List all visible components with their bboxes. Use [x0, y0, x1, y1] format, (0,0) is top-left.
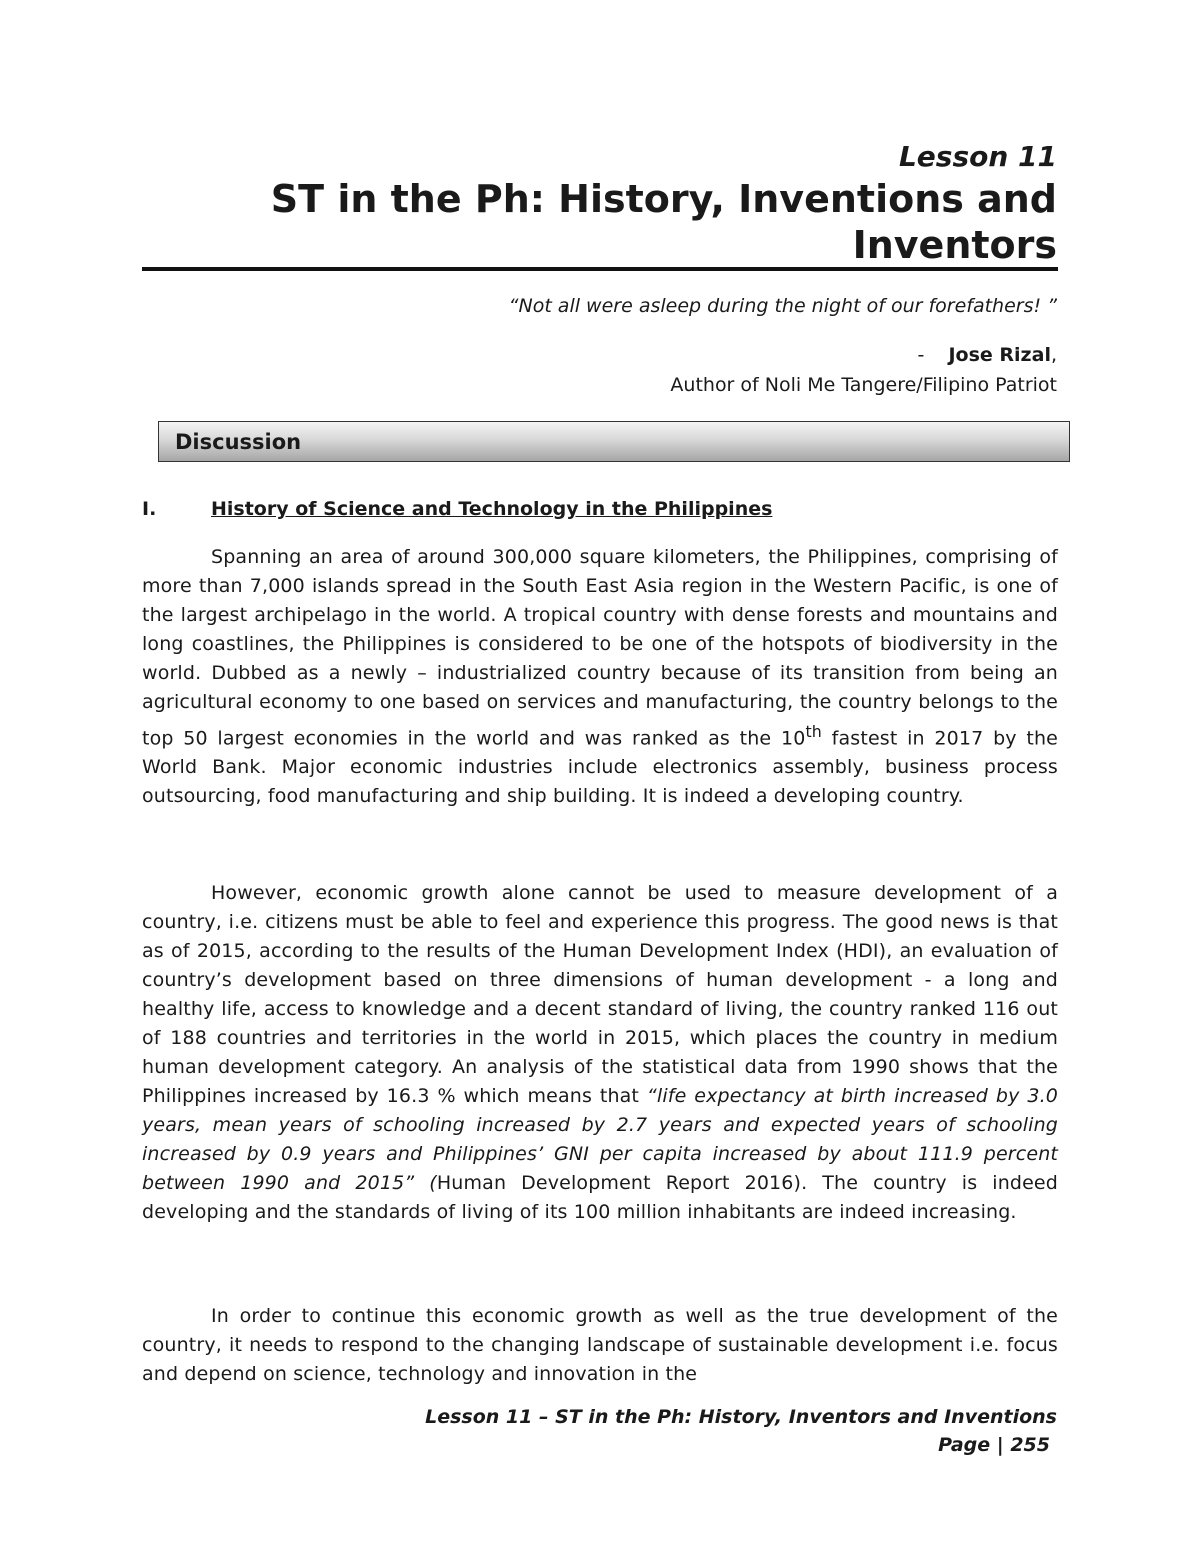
discussion-banner-label: Discussion [175, 430, 302, 454]
paragraph-1-text-a: Spanning an area of around 300,000 square kilometers, the Philippines, comprising of more than 7,000 islands spread in the South East Asia region in the Western Pacific, is one of the largest archipelago in the world. A tropical country with dense forests and mountains and long coastlines, the Philippines is considered to be one of the hotspots of biodiversity in the world. Dubbed as a newly – industrialized country because of its transition from being an agricultural economy to one based on services and manufacturing, the country belongs to the top 50 largest economies in the world and was ranked as the 10 [142, 546, 1058, 750]
attribution-comma: , [1050, 344, 1057, 366]
epigraph-attribution [670, 344, 1057, 396]
section-title: History of Science and Technology in the Philippines [211, 498, 773, 520]
paragraph-1 [142, 543, 1058, 811]
paragraph-3 [142, 1302, 1058, 1389]
paragraph-3-text: In order to continue this economic growth as well as the true development of the country, it needs to respond to the changing landscape of sustainable development i.e. focus and depend on science, technology and innovation in the [142, 1305, 1058, 1385]
section-number: I. [142, 498, 157, 520]
epigraph-quote: “Not all were asleep during the night of our forefathers! ” [508, 295, 1057, 317]
paragraph-2 [142, 879, 1058, 1227]
paragraph-2-quotation: “life expectancy at birth increased by 3.0 years, mean years of schooling increased by 2.7 years and expected years of schooling increased by 0.9 years and Philippines’ GNI per capita increased by about 111.9 percent between 1990 and 2015” ( [142, 1085, 1058, 1194]
lesson-label: Lesson 11 [898, 140, 1057, 173]
paragraph-2-text-a: However, economic growth alone cannot be used to measure development of a country, i.e. citizens must be able to feel and experience this progress. The good news is that as of 2015, according to the results of the Human Development Index (HDI), an evaluation of country’s development based on three dimensions of human development - a long and healthy life, access to knowledge and a decent standard of living, the country ranked 116 out of 188 countries and territories in the world in 2015, which places the country in medium human development category. An analysis of the statistical data from 1990 shows that the Philippines increased by 16.3 % which means that [142, 882, 1058, 1107]
page-title [157, 176, 1057, 268]
footer-page-number: Page | 255 [938, 1434, 1050, 1456]
paragraph-2-text-b: Human Development Report 2016). The country is indeed developing and the standards of living of its 100 million inhabitants are indeed increasing. [142, 1172, 1058, 1223]
footer-running-title: Lesson 11 – ST in the Ph: History, Inventors and Inventions [425, 1406, 1057, 1428]
attribution-author: Jose Rizal [948, 344, 1051, 366]
attribution-description: Author of Noli Me Tangere/Filipino Patriot [670, 374, 1057, 396]
ordinal-superscript: th [805, 722, 822, 741]
discussion-banner [158, 421, 1070, 462]
title-line-1: ST in the Ph: History, Inventions and [270, 177, 1057, 221]
title-divider [142, 267, 1058, 271]
attribution-dash: - [917, 344, 925, 366]
paragraph-1-text-b: fastest in 2017 by the World Bank. Major economic industries include electronics assembly, business process outsourcing, food manufacturing and ship building. It is indeed a developing country. [142, 727, 1058, 808]
title-line-2: Inventors [852, 223, 1057, 267]
